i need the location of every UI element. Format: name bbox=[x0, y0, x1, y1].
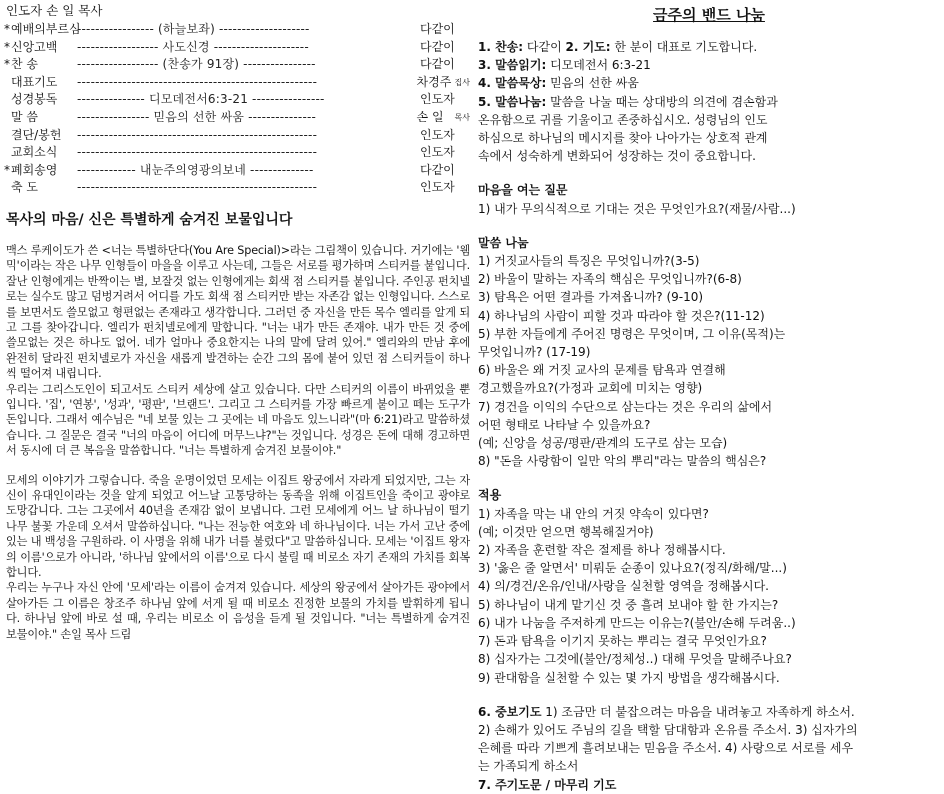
required-star: * bbox=[4, 39, 10, 54]
order-label: 신앙고백 bbox=[11, 39, 58, 54]
prayer-label: 6. 중보기도 bbox=[478, 704, 542, 719]
opening-item: 1) 내가 무의식적으로 기대는 것은 무엇인가요?(재물/사람...) bbox=[478, 201, 796, 216]
order-label: 예배의부르심 bbox=[11, 22, 81, 36]
order-line-1 bbox=[478, 38, 940, 56]
order-label: 폐회송영 bbox=[11, 162, 58, 177]
order-detail: ----------------- (하늘보좌) -------------------- bbox=[77, 22, 310, 36]
order-leader: 인도자 bbox=[420, 145, 455, 160]
prayer-line-3: 은혜를 따라 기쁘게 흘려보내는 믿음을 주소서. 4) 사랑으로 서로를 세우 bbox=[478, 741, 854, 756]
leader-title: 목사 bbox=[454, 112, 470, 122]
order-text: 믿음의 선한 싸움 bbox=[546, 76, 639, 91]
order-detail: ---------------- 믿음의 선한 싸움 --------------- bbox=[77, 109, 317, 124]
order-leader: 손 일 bbox=[416, 109, 444, 124]
sharing-guide bbox=[478, 93, 940, 166]
bulletin-left-column bbox=[4, 2, 470, 765]
order-row bbox=[4, 144, 470, 162]
order-leader: 다같이 bbox=[420, 57, 455, 72]
word-item: 무엇입니까? (17-19) bbox=[478, 345, 591, 360]
order-leader: 인도자 bbox=[420, 180, 455, 195]
order-detail: ------------------ 사도신경 --------------------- bbox=[77, 39, 309, 54]
word-item: 8) "돈을 사랑함이 일만 악의 뿌리"라는 말씀의 핵심은? bbox=[478, 454, 767, 469]
order-leader: 인도자 bbox=[420, 127, 455, 142]
prayer-line-1 bbox=[478, 703, 940, 721]
bulletin-right-column bbox=[478, 2, 940, 792]
intercessory-prayer-section bbox=[478, 703, 940, 794]
order-row bbox=[4, 74, 470, 92]
order-row bbox=[4, 21, 470, 39]
word-sharing-section bbox=[478, 234, 940, 471]
sharing-guide-line bbox=[478, 93, 940, 111]
worship-order bbox=[4, 21, 470, 197]
word-item: 2) 바울이 말하는 자족의 핵심은 무엇입니까?(6-8) bbox=[478, 272, 742, 287]
order-line-2 bbox=[478, 56, 940, 74]
order-text: 다같이 bbox=[523, 40, 566, 54]
order-detail: --------------- 디모데전서6:3-21 ---------------- bbox=[77, 92, 325, 107]
band-sharing-title: 금주의 밴드 나눔 bbox=[653, 6, 765, 24]
order-row bbox=[4, 162, 470, 180]
opening-heading: 마음을 여는 질문 bbox=[478, 183, 568, 198]
order-leader: 차경주 bbox=[416, 74, 452, 89]
order-leader: 다같이 bbox=[420, 22, 455, 36]
order-text: 디모데전서 6:3-21 bbox=[546, 58, 651, 73]
sharing-text: 말씀을 나눌 때는 상대방의 의견에 겸손함과 bbox=[546, 94, 778, 109]
order-row bbox=[4, 179, 470, 197]
sermon-paragraph-2: 우리는 그리스도인이 되고서도 스티커 세상에 살고 있습니다. 다만 스티커의 이름이 바뀌었을 뿐입니다. '집', '연봉', '성과', '평판', '브랜드'. 그리고 그 스티커를 가장 빠르게 붙이고 떼는 도구가 돈입니다. 그래서 예수님은 "네 보물 있는 그 곳에는 네 마음도 있느니라"(마 6:21)라고 말씀하셨습니다. 그 질문은 결국 "너의 마음이 어디에 머무느냐?"는 것입니다. 성경은 돈에 대해 경고하면서 동시에 더 큰 복음을 말씀합니다. "너는 특별하게 숨겨진 보물이야." bbox=[6, 382, 470, 458]
apply-item: 7) 돈과 탐욕을 이기지 못하는 뿌리는 결국 무엇인가요? bbox=[478, 634, 767, 649]
order-label: 성경봉독 bbox=[11, 92, 58, 107]
order-text: 한 분이 대표로 기도합니다. bbox=[610, 40, 758, 54]
order-label: 교회소식 bbox=[11, 145, 58, 160]
required-star: * bbox=[4, 57, 10, 72]
order-detail: ----------------------------------------------------- bbox=[77, 145, 318, 160]
order-label: 축 도 bbox=[11, 180, 38, 195]
word-item: 7) 경건을 이익의 수단으로 삼는다는 것은 우리의 삶에서 bbox=[478, 399, 773, 414]
order-leader: 인도자 bbox=[420, 92, 455, 107]
order-row bbox=[4, 91, 470, 109]
sharing-guide-line: 하심으로 하나님의 메시지를 찾아 나아가는 상호적 관계 bbox=[478, 131, 768, 146]
order-num: 1. 찬송: bbox=[478, 40, 524, 54]
sermon-paragraph-1: 맥스 루케이도가 쓴 <너는 특별하단다(You Are Special)>라는 그림책이 있습니다. 거기에는 '웸믹'이라는 작은 나무 인형들이 마을을 이루고 사는데, 그들은 서로를 평가하며 스티커를 붙입니다. 잘난 인형에게는 반짝이는 별, 보잘것 없는 인형에게는 회색 점 스티커를 붙입니다. 주인공 펀치넬로는 실수도 많고 덤벙거려서 어디를 가도 회색 점 스티커만 받는 자존감 없는 인형입니다. 스스로를 보면서도 쓸모없고 형편없는 존재라고 생각합니다. 그러던 중 자신을 만든 목수 엘리를 알게 되고 그를 찾아갑니다. 엘리가 펀치넬로에게 말합니다. "너는 내가 만든 존재야. 내가 만든 것 중에 쓸모없는 것은 하나도 없어. 네가 얼마나 중요한지는 나의 말에 달려 있어." 엘리와의 만남 후에 완전히 달라진 펀치넬로가 자신을 새롭게 발견하는 순간 그의 몸에 붙어 있던 점 스티커들이 하나씩 떨어져 내립니다. bbox=[6, 243, 470, 381]
sermon-paragraph-3: 모세의 이야기가 그렇습니다. 죽을 운명이었던 모세는 이집트 왕궁에서 자라게 되었지만, 그는 자신이 유대인이라는 것을 알게 되었고 어느날 고통당하는 동족을 위해 이집트인을 죽이고 광야로 도망갑니다. 그는 그곳에서 40년을 존재감 없이 보냅니다. 그런 모세에게 어느 날 하나님이 떨기나무 불꽃 가운데 오셔서 말씀하십니다. "나는 전능한 여호와 네 하나님이다. 너는 가서 고난 중에 있는 내 백성을 구원하라. 이 사명을 위해 내가 너를 불렀다"고 말씀하십니다. 모세는 '이집트 왕자의 이름'으로가 아니라, '하나님 앞에서의 이름'으로 다시 불릴 때 비로소 자기 존재의 가치를 회복합니다. bbox=[6, 473, 470, 580]
word-item: 경고했을까요?(가정과 교회에 미치는 영향) bbox=[478, 381, 703, 396]
leader-header: 인도자 손 일 목사 bbox=[6, 3, 103, 18]
closing-prayer: 7. 주기도문 / 마무리 기도 bbox=[478, 777, 617, 792]
apply-item: 4) 의/경건/온유/인내/사랑을 실천할 영역을 정해봅시다. bbox=[478, 579, 769, 594]
order-label: 대표기도 bbox=[11, 74, 58, 89]
sermon-paragraph-4: 우리는 누구나 자신 안에 '모세'라는 이름이 숨겨져 있습니다. 세상의 왕궁에서 살아가든 광야에서 살아가든 그 이름은 창조주 하나님 앞에 서게 될 때 비로소 진정한 보물의 가치를 발휘하게 됩니다. 하나님 앞에 바로 설 때, 우리는 비로소 이 음성을 듣게 될 것입니다. "너는 특별하게 숨겨진 보물이야." 손일 목사 드림 bbox=[6, 581, 470, 641]
word-item: 4) 하나님의 사람이 피할 것과 따라야 할 것은?(11-12) bbox=[478, 308, 765, 323]
order-detail: ----------------------------------------------------- bbox=[77, 74, 318, 89]
opening-question-section bbox=[478, 181, 940, 217]
apply-heading: 적용 bbox=[478, 488, 502, 503]
apply-item: 2) 자족을 훈련할 작은 절제를 하나 정해봅시다. bbox=[478, 543, 726, 558]
order-leader: 다같이 bbox=[420, 162, 455, 177]
prayer-text: 1) 조금만 더 붙잡으려는 마음을 내려놓고 자족하게 하소서. bbox=[541, 704, 855, 719]
order-detail: ------------- 내눈주의영광의보네 -------------- bbox=[77, 162, 314, 177]
word-item: 3) 탐욕은 어떤 결과를 가져옵니까? (9-10) bbox=[478, 290, 704, 305]
apply-item: 1) 자족을 막는 내 안의 거짓 약속이 있다면? bbox=[478, 506, 709, 521]
order-row bbox=[4, 127, 470, 145]
prayer-line-2: 2) 손해가 있어도 주님의 길을 택할 담대함과 온유를 주소서. 3) 십자가의 bbox=[478, 722, 858, 737]
order-row bbox=[4, 56, 470, 74]
order-leader: 다같이 bbox=[420, 39, 455, 54]
required-star: * bbox=[4, 162, 10, 177]
word-item: 어떤 형태로 나타날 수 있을까요? bbox=[478, 417, 651, 432]
order-detail: ----------------------------------------------------- bbox=[77, 180, 318, 195]
leader-title: 집사 bbox=[454, 77, 470, 87]
order-row bbox=[4, 109, 470, 127]
application-section bbox=[478, 486, 940, 686]
order-label: 찬 송 bbox=[11, 57, 38, 72]
prayer-line-4: 는 가족되게 하소서 bbox=[478, 759, 579, 774]
apply-item: 3) '옳은 줄 알면서' 미뤄둔 순종이 있나요?(정직/화해/말...) bbox=[478, 561, 787, 576]
order-detail: ----------------------------------------------------- bbox=[77, 127, 318, 142]
order-num: 3. 말씀읽기: bbox=[478, 58, 547, 73]
order-label: 말 씀 bbox=[11, 109, 38, 124]
word-item: 5) 부한 자들에게 주어진 명령은 무엇이며, 그 이유(목적)는 bbox=[478, 326, 786, 341]
word-item: 6) 바울은 왜 거짓 교사의 문제를 탐욕과 연결해 bbox=[478, 363, 726, 378]
sharing-guide-line: 온유함으로 귀를 기울이고 존중하십시오. 성령님의 인도 bbox=[478, 112, 768, 127]
order-label: 결단/봉헌 bbox=[11, 127, 62, 142]
apply-item: 8) 십자가는 그것에(불안/정체성..) 대해 무엇을 말해주나요? bbox=[478, 652, 792, 667]
apply-item: 6) 내가 나눔을 주저하게 만드는 이유는?(불안/손해 두려움..) bbox=[478, 615, 796, 630]
order-row bbox=[4, 39, 470, 57]
required-star: * bbox=[4, 22, 10, 36]
order-line-3 bbox=[478, 74, 940, 92]
word-item: (예; 신앙을 성공/평판/관계의 도구로 삼는 모습) bbox=[478, 436, 728, 451]
apply-item: 5) 하나님이 내게 맡기신 것 중 흘려 보내야 할 한 가지는? bbox=[478, 597, 779, 612]
sharing-label: 5. 말씀나눔: bbox=[478, 94, 547, 109]
word-item: 1) 거짓교사들의 특징은 무엇입니까?(3-5) bbox=[478, 254, 700, 269]
apply-item: (예; 이것만 얻으면 행복해질거야) bbox=[478, 524, 654, 539]
order-num: 2. 기도: bbox=[565, 40, 611, 54]
sharing-guide-line: 속에서 성숙하게 변화되어 성장하는 것이 중요합니다. bbox=[478, 149, 756, 164]
order-detail: ------------------ (찬송가 91장) ---------------- bbox=[77, 57, 316, 72]
apply-item: 9) 관대함을 실천할 수 있는 몇 가지 방법을 생각해봅시다. bbox=[478, 670, 780, 685]
word-heading: 말씀 나눔 bbox=[478, 235, 529, 250]
order-num: 4. 말씀묵상: bbox=[478, 76, 547, 91]
sermon-title: 목사의 마음/ 신은 특별하게 숨겨진 보물입니다 bbox=[6, 211, 293, 228]
